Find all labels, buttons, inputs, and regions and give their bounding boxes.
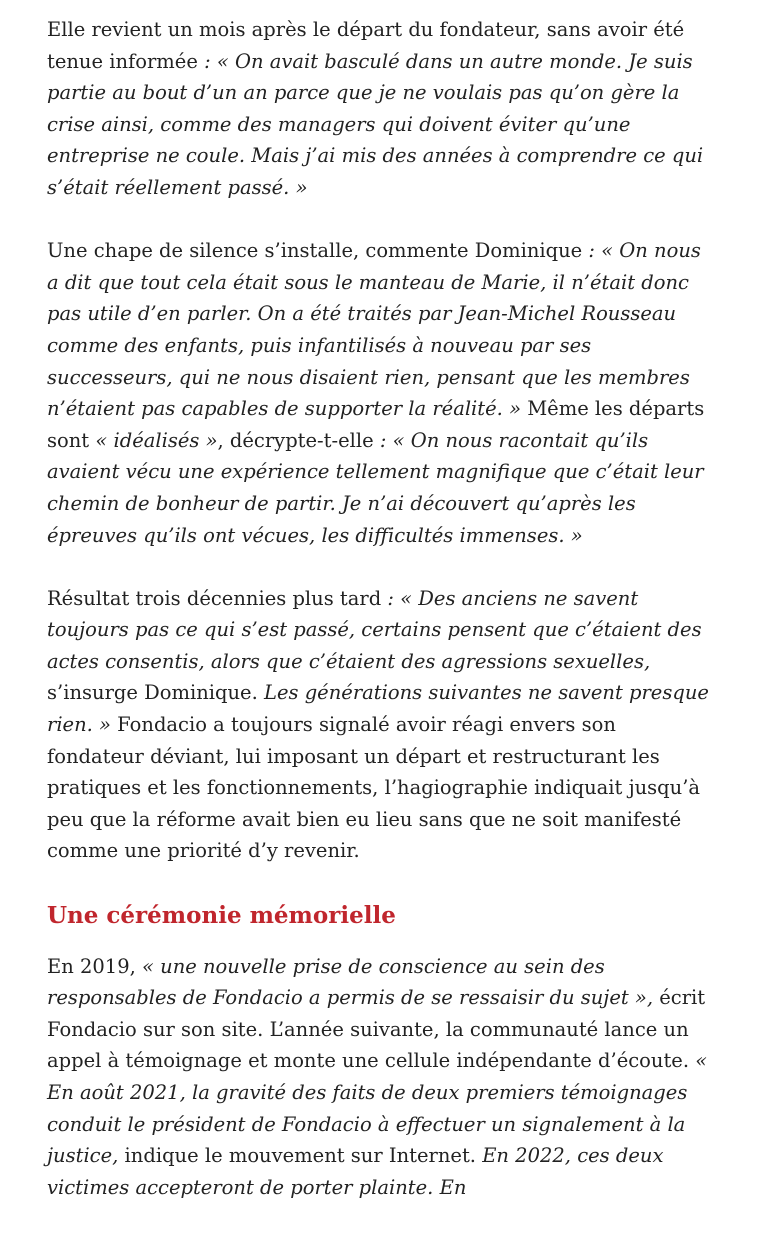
quote-segment: : « On nous a dit que tout cela était sous le manteau de Marie, il n’était donc pas utile d’en parler. On a été traités par Jean-Michel Rousseau comme des enfants, puis infantilisés à nouveau par ses successeurs, qui ne nous disaient rien, pensant que les membres n’étaient pas capables de supporter la réalité. »: [47, 239, 701, 421]
quote-segment: : « On avait basculé dans un autre monde. Je suis partie au bout d’un an parce que je ne voulais pas qu’on gère la crise ainsi, comme des managers qui doivent éviter qu’une entreprise ne coule. Mais j’ai mis des années à comprendre ce qui s’était réellement passé. »: [47, 49, 704, 199]
quote-segment: « idéalisés »: [95, 428, 218, 452]
quote-segment: « une nouvelle prise de conscience au sein des responsables de Fondacio a permis de se ressaisir du sujet »,: [47, 954, 654, 1010]
text-segment: écrit Fondacio sur son site. L’année suivante, la communauté lance un appel à témoignage et monte une cellule indépendante d’écoute.: [47, 986, 706, 1073]
text-segment: , décrypte-t-elle: [217, 428, 374, 452]
paragraph-3: [47, 583, 715, 867]
quote-segment: « En août 2021, la gravité des faits de deux premiers témoignages conduit le président de Fondacio à effectuer un signalement à la justice,: [47, 1049, 708, 1168]
text-segment: Une chape de silence s’installe, commente Dominique: [47, 239, 583, 263]
quote-segment: : « On nous racontait qu’ils avaient vécu une expérience tellement magnifique que c’était leur chemin de bonheur de partir. Je n’ai découvert qu’après les épreuves qu’ils ont vécues, les difficultés immenses. »: [47, 428, 704, 547]
quote-segment: : « Des anciens ne savent toujours pas ce qui s’est passé, certains pensent que c’étaient des actes consentis, alors que c’étaient des agressions sexuelles,: [47, 586, 702, 673]
paragraph-1: [47, 14, 715, 204]
text-segment: Elle revient un mois après le départ du fondateur, sans avoir été tenue informée: [47, 18, 685, 73]
quote-segment: Les générations suivantes ne savent presque rien. »: [47, 681, 709, 737]
quote-segment: En 2022, ces deux victimes accepteront de porter plainte. En: [47, 1144, 664, 1199]
text-segment: En 2019,: [47, 954, 143, 978]
paragraph-4: [47, 951, 715, 1204]
text-segment: Fondacio a toujours signalé avoir réagi envers son fondateur déviant, lui imposant un départ et restructurant les pratiques et les fonctionnements, l’hagiographie indiquait jusqu’à peu que la réforme avait bien eu lieu sans que ne soit manifesté comme une priorité d’y revenir.: [47, 713, 701, 863]
text-segment: Résultat trois décennies plus tard: [47, 586, 382, 610]
article-body: [47, 14, 715, 1235]
text-segment: indique le mouvement sur Internet.: [118, 1144, 483, 1168]
section-heading: Une cérémonie mémorielle: [47, 901, 396, 929]
text-segment: s’insurge Dominique.: [47, 681, 264, 705]
paragraph-2: [47, 235, 715, 551]
text-segment: Même les départs sont: [47, 397, 705, 452]
